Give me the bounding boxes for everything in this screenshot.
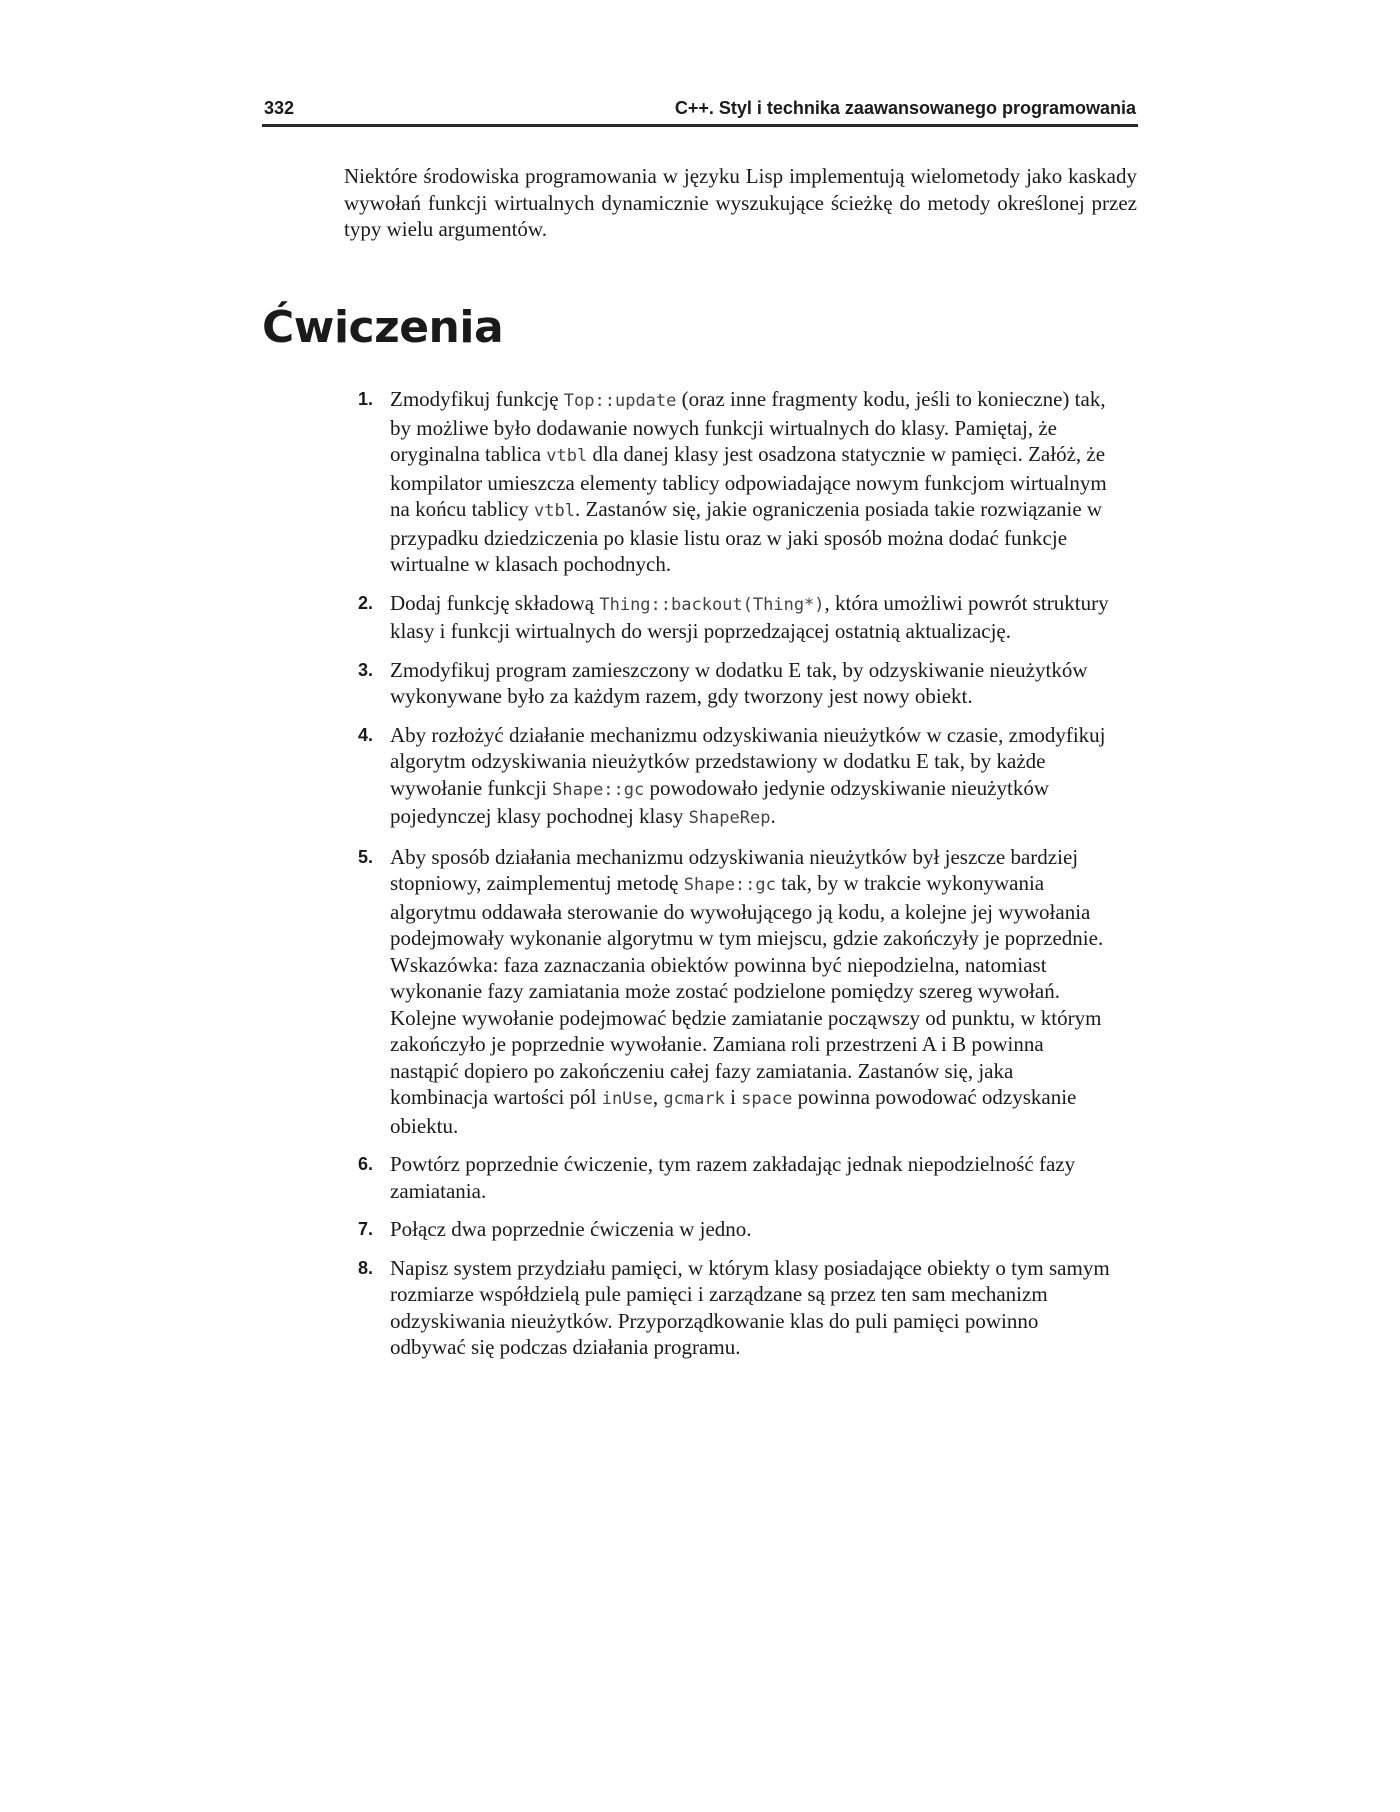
exercise-item [358,657,1112,710]
code-identifier: inUse [601,1089,653,1109]
exercise-text-run: Połącz dwa poprzednie ćwiczenia w jedno. [390,1217,752,1241]
intro-paragraph: Niektóre środowiska programowania w języku Lisp implementują wielometody jako kaskady wywołań funkcji wirtualnych dynamicznie wyszukujące ścieżkę do metody określonej przez typy wielu argumentów. [344,164,1137,241]
exercise-item [358,590,1112,645]
exercise-text-run: , która umożliwi powrót struktury klasy i funkcji wirtualnych do wersji poprzedzającej ostatnią aktualizację. [390,590,1109,643]
page-number: 332 [264,98,295,118]
exercise-text-run: . Zastanów się, jakie ograniczenia posiada takie rozwiązanie w przypadku dziedziczenia po klasie listu oraz w jaki sposób można dodać funkcje wirtualne w klasach pochodnych. [390,497,1103,576]
exercise-item [358,722,1112,832]
exercise-text [390,1255,1112,1361]
exercise-text-run: (oraz inne fragmenty kodu, jeśli to konieczne) tak, by możliwe było dodawanie nowych funkcji wirtualnych do klasy. Pamiętaj, że oryginalna tablica [390,387,1106,466]
exercise-item [358,386,1112,578]
exercise-text-run: Aby rozłożyć działanie mechanizmu odzyskiwania nieużytków w czasie, zmodyfikuj algorytm odzyskiwania nieużytków przedstawiony w dodatku E tak, by każde wywołanie funkcji [390,722,1106,800]
exercise-item [358,1216,1112,1243]
code-identifier: Shape::gc [552,779,645,800]
exercise-text-run: i [724,1085,742,1109]
code-identifier: space [741,1089,793,1109]
exercise-number: 2. [358,592,374,613]
code-identifier: Shape::gc [683,875,776,895]
exercise-text-run: , [652,1085,664,1109]
exercise-number: 5. [358,846,374,867]
exercise-number: 3. [358,659,374,680]
exercise-number: 4. [358,724,374,745]
exercise-text-run: . [770,804,776,828]
exercise-text-run: Napisz system przydziału pamięci, w którym klasy posiadające obiekty o tym samym rozmiarze współdzielą pule pamięci i zarządzane są przez ten sam mechanizm odzyskiwania nieużytków. Przyporządkowanie klas do puli pamięci powinno odbywać się podczas działania programu. [390,1255,1110,1359]
code-identifier: Thing::backout(Thing*) [599,594,825,615]
exercise-text-run: Aby sposób działania mechanizmu odzyskiwania nieużytków był jeszcze bardziej stopniowy, zaimplementuj metodę [390,844,1079,895]
exercise-text [390,657,1112,710]
exercise-item [358,1151,1112,1204]
exercise-list [358,386,1112,1373]
exercise-text [390,386,1112,578]
page-header [262,94,1138,127]
exercise-number: 6. [358,1154,374,1174]
section-title: Ćwiczenia [262,302,504,353]
code-identifier: vtbl [534,501,575,521]
exercise-number: 1. [358,389,374,409]
exercise-text [390,722,1112,832]
exercise-number: 8. [358,1257,374,1278]
code-identifier: vtbl [546,446,588,466]
exercise-item [358,844,1112,1140]
exercise-text-run: Zmodyfikuj program zamieszczony w dodatku E tak, by odzyskiwanie nieużytków wykonywane było za każdym razem, gdy tworzony jest nowy obiekt. [390,657,1088,708]
exercise-text-run: powinna powodować odzyskanie obiektu. [390,1085,1077,1138]
exercise-text-run: Dodaj funkcję składową [390,590,600,615]
exercise-text [390,1151,1112,1204]
exercise-text-run: Zmodyfikuj funkcję [390,387,564,411]
exercise-text-run: powodowało jedynie odzyskiwanie nieużytków pojedynczej klasy pochodnej klasy [390,775,1049,828]
exercise-item [358,1255,1112,1361]
code-identifier: gcmark [663,1089,725,1109]
exercise-text [390,1216,1112,1243]
exercise-text [390,590,1112,645]
exercise-text-run: dla danej klasy jest osadzona statycznie w pamięci. Załóż, że kompilator umieszcza elementy tablicy odpowiadające nowym funkcjom wirtualnym na końcu tablicy [390,442,1107,521]
code-identifier: Top::update [563,391,677,411]
running-title: C++. Styl i technika zaawansowanego programowania [674,98,1136,118]
exercise-text [390,844,1112,1140]
exercise-text-run: Powtórz poprzednie ćwiczenie, tym razem zakładając jednak niepodzielność fazy zamiatania. [390,1152,1076,1203]
exercise-text-run: tak, by w trakcie wykonywania algorytmu oddawała sterowanie do wywołującego ją kodu, a kolejne jej wywołania podejmowały wykonanie algorytmu w tym miejscu, gdzie zakończyły je poprzednie. Wskazówka: faza zaznaczania obiektów powinna być niepodzielna, natomiast wykonanie fazy zamiatania może zostać podzielone pomiędzy szereg wywołań. Kolejne wywołanie podejmować będzie zamiatanie począwszy od punktu, w którym zakończyło je poprzednie wywołanie. Zamiana roli przestrzeni A i B powinna nastąpić dopiero po zakończeniu całej fazy zamiatania. Zastanów się, jaka kombinacja wartości pól [390,871,1104,1109]
exercise-number: 7. [358,1219,374,1239]
code-identifier: ShapeRep [688,808,771,828]
